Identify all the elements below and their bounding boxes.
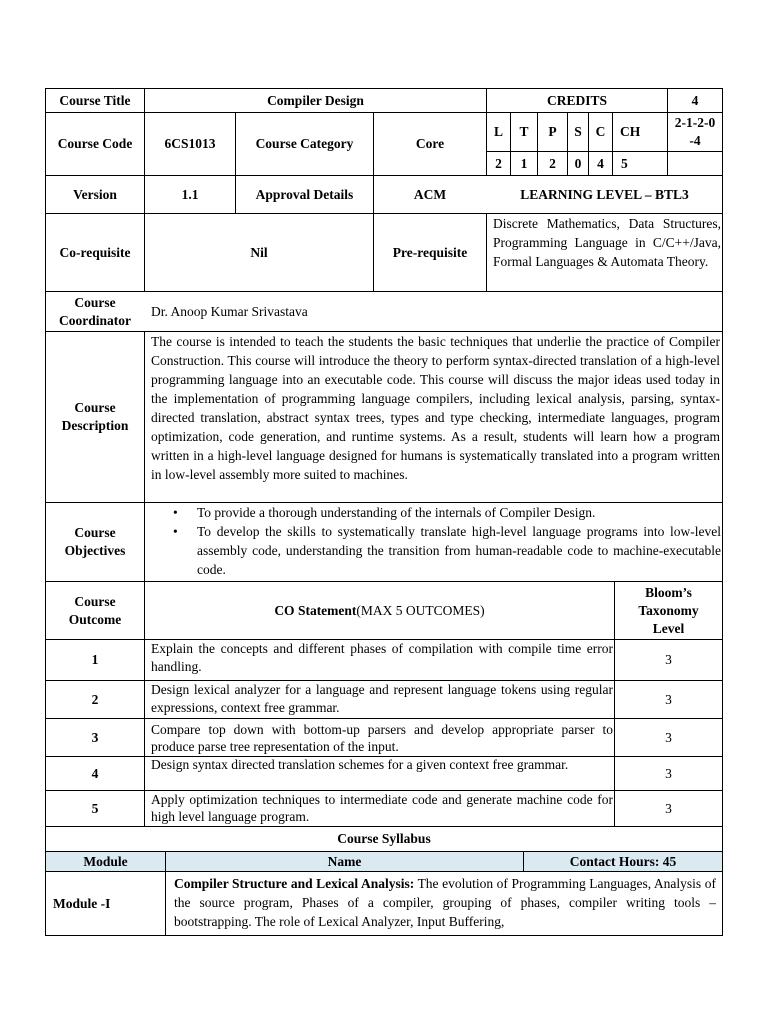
ltpsc-value-c: 4	[597, 155, 604, 171]
approval-value: ACM	[413, 186, 447, 202]
outcome-level: 3	[665, 800, 672, 816]
ltpsc-label-p: P	[548, 124, 557, 139]
ltpsc-value-ch: 5	[621, 155, 628, 171]
outcome-level: 3	[665, 652, 672, 667]
co-statement-header	[145, 582, 614, 639]
approval-label: Approval Details	[255, 186, 354, 202]
ltpsc-label-c: C	[595, 124, 606, 139]
module-1-text: The evolution of Programming Languages, Analysis of the source program, Phases of a compiler, grouping of phases, compiler writing tools – bootstrapping. The role of Lexical Analyzer, Input Buffering,	[174, 876, 716, 929]
course-code-label: Course Code	[57, 136, 133, 151]
outcome-level: 3	[665, 691, 672, 707]
outcome-level: 3	[665, 765, 672, 781]
version-value: 1.1	[181, 186, 199, 202]
outcome-number: 5	[91, 800, 99, 816]
coordinator-value: Dr. Anoop Kumar Srivastava	[151, 303, 308, 319]
ltpsc-pattern: 2-1-2-0-4	[674, 115, 716, 148]
outcome-label: Course Outcome	[68, 593, 122, 627]
ltpsc-value-l: 2	[495, 155, 502, 171]
outcome-text: Explain the concepts and different phases of compilation with compile time error handling.	[151, 641, 613, 674]
objective-item: • To develop the skills to systematically translate high-level language programs into low-level assembly code, understanding the transition from human-readable code to machine-executable code.	[173, 524, 721, 577]
learning-level: LEARNING LEVEL – BTL3	[520, 186, 689, 202]
ltpsc-value-s: 0	[574, 155, 582, 171]
course-code-value: 6CS1013	[164, 136, 216, 151]
course-category-label: Course Category	[255, 136, 354, 151]
ltpsc-label-l: L	[493, 124, 503, 139]
co-statement-note: (MAX 5 OUTCOMES)	[356, 602, 485, 618]
outcome-text: Design lexical analyzer for a language and represent language tokens using regular expressions, context free grammar.	[151, 682, 613, 715]
course-title-label: Course Title	[59, 92, 131, 108]
course-category-value: Core	[415, 136, 445, 151]
co-statement-label: CO Statement	[274, 602, 357, 618]
outcome-text: Design syntax directed translation schemes for a given context free grammar.	[151, 757, 569, 772]
module-1-content	[166, 872, 722, 935]
ltpsc-label-s: S	[574, 124, 582, 139]
outcome-level: 3	[665, 729, 672, 745]
prerequisite-value: Discrete Mathematics, Data Structures, Programming Language in C/C++/Java, Formal Languages & Automata Theory.	[493, 216, 721, 269]
ltpsc-label-t: T	[519, 124, 529, 139]
version-label: Version	[73, 186, 117, 202]
contact-hours-header: Contact Hours: 45	[524, 852, 722, 871]
outcome-text: Apply optimization techniques to intermediate code and generate machine code for high level language program.	[151, 792, 613, 824]
prerequisite-label: Pre-requisite	[392, 244, 468, 260]
corequisite-label: Co-requisite	[59, 244, 131, 260]
ltpsc-label-ch: CH	[620, 124, 641, 139]
module-1-label: Module -I	[53, 895, 111, 911]
coordinator-label: Course Coordinator	[59, 294, 131, 328]
rule	[722, 88, 723, 936]
objective-item: • To provide a thorough understanding of the internals of Compiler Design.	[173, 505, 596, 520]
blooms-header: Bloom’s Taxonomy Level	[638, 584, 699, 636]
bullet-icon: •	[173, 505, 178, 520]
objectives-label: Course Objectives	[64, 525, 126, 558]
corequisite-value: Nil	[250, 244, 268, 260]
module-1-title: Compiler Structure and Lexical Analysis:	[174, 876, 415, 891]
credits-value: 4	[691, 92, 699, 108]
description-label: Course Description	[61, 400, 129, 433]
syllabus-title: Course Syllabus	[337, 831, 431, 846]
outcome-number: 2	[91, 691, 99, 707]
description-text: The course is intended to teach the students the basic techniques that underlie the practice of Compiler Construction. This course will introduce the theory to perform syntax-directed translation of a high-level programming language into an executable code. This course will discuss the major ideas used today in the implementation of programming language compilers, including lexical analysis, parsing, syntax-directed translation, abstract syntax trees, types and type checking, intermediate languages, program optimization, code generation, and runtime systems. As a result, students will learn how a program written in a high-level language designed for humans is systematically translated into a program written in low-level assembly more suited to machines.	[151, 334, 720, 482]
outcome-number: 3	[91, 729, 99, 745]
rule	[45, 935, 723, 936]
outcome-number: 4	[91, 765, 99, 781]
course-title-value: Compiler Design	[267, 92, 364, 108]
ltpsc-value-t: 1	[520, 155, 528, 171]
objectives-list	[145, 503, 722, 581]
ltpsc-value-p: 2	[549, 155, 556, 171]
bullet-icon: •	[173, 524, 178, 539]
outcome-text: Compare top down with bottom-up parsers and develop appropriate parser to produce parse tree representation of the input.	[151, 722, 613, 754]
outcome-number: 1	[91, 652, 99, 667]
credits-label: CREDITS	[546, 92, 608, 108]
module-header: Module	[46, 852, 165, 871]
name-header: Name	[166, 852, 523, 871]
